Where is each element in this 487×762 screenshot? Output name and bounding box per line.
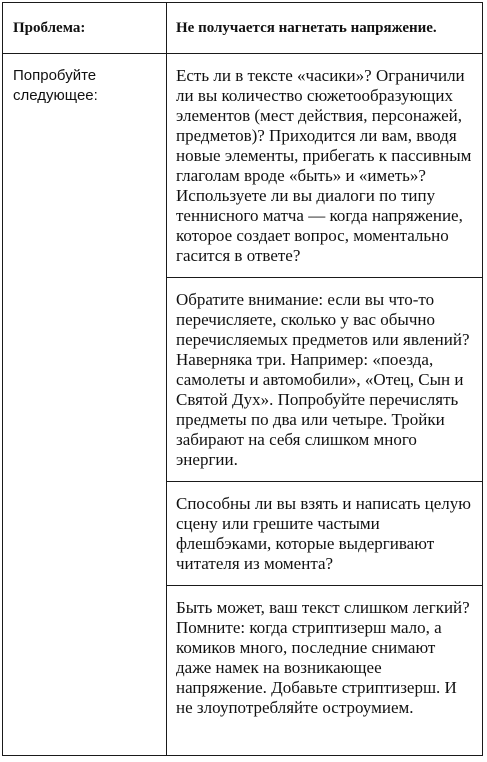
advice-paragraph-2: Обратите внимание: если вы что-то перечисляете, сколько у вас обычно перечисляемых предметов или явлений? Наверняка три. Например: «поезда, самолеты и автомобили», «Отец, Сын и Святой Дух». Попробуйте перечислять предметы по два или четыре. Тройки забирают на себя слишком много энергии.: [167, 278, 482, 482]
advice-paragraph-4: Быть может, ваш текст слишком легкий? Помните: когда стриптизерш мало, а комиков много, последние снимают даже намек на возникающее напряжение. Добавьте стриптизерш. И не злоупотребляйте остроумием.: [176, 598, 470, 717]
problem-label: Проблема:: [3, 3, 167, 54]
advice-paragraph-1: Есть ли в тексте «часики»? Ограничили ли вы количество сюжетообразующих элементов (мест действия, персонажей, предметов)? Приходится ли вам, вводя новые элементы, прибегать к пассивным глаголам вроде «быть» и «иметь»? Используете ли вы диалоги по типу теннисного матча — когда напряжение, которое создает вопрос, моментально гасится в ответе?: [167, 54, 482, 278]
try-following-label: Попробуйте следующее:: [3, 54, 167, 755]
advice-paragraph-3: Способны ли вы взять и написать целую сцену или грешите частыми флешбэками, которые выдергивают читателя из момента?: [167, 482, 482, 586]
advice-table: [2, 2, 483, 756]
advice-column: [167, 54, 482, 755]
problem-text: Не получается нагнетать напряжение.: [167, 3, 482, 54]
